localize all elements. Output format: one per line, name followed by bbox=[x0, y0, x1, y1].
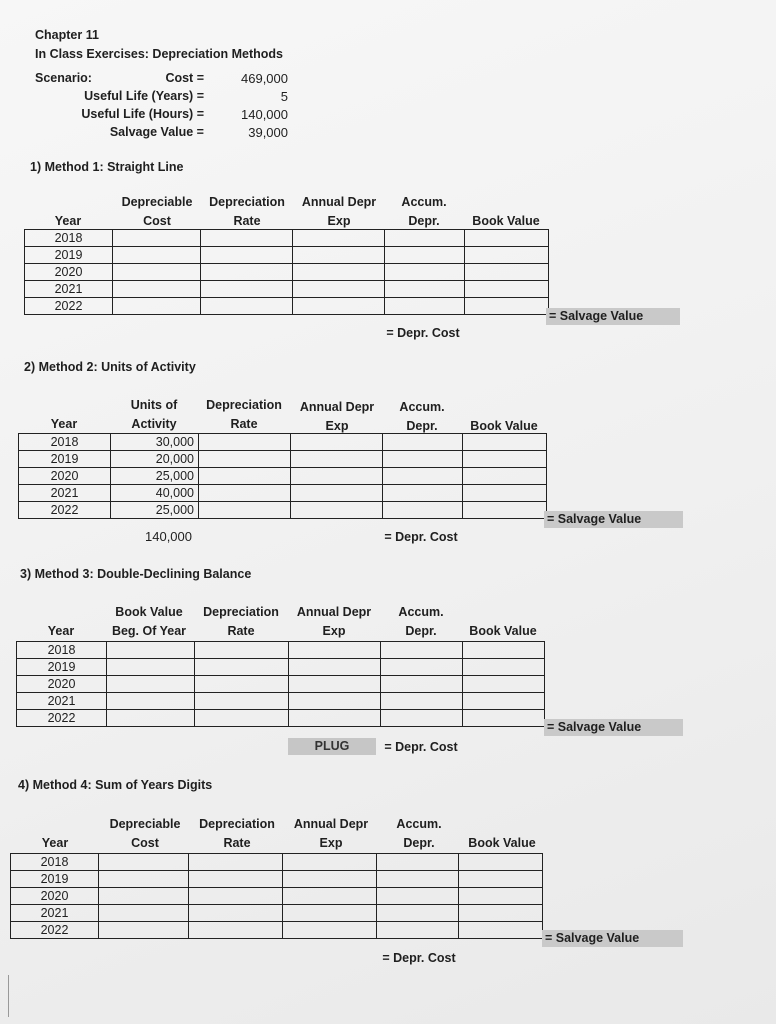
input-cell[interactable] bbox=[377, 922, 459, 939]
m2-col-book-value: Book Value bbox=[470, 419, 538, 433]
m1-col-depreciation-rate bbox=[200, 193, 294, 231]
m4-col-annual-depr-exp bbox=[284, 815, 378, 853]
input-cell[interactable] bbox=[293, 281, 385, 298]
input-cell[interactable] bbox=[283, 888, 377, 905]
year-cell: 2021 bbox=[17, 693, 107, 710]
activity-cell: 30,000 bbox=[111, 434, 199, 451]
input-cell[interactable] bbox=[199, 434, 291, 451]
m4-col-depreciation-rate bbox=[190, 815, 284, 853]
useful-life-years-label: Useful Life (Years) = bbox=[84, 89, 204, 103]
input-cell[interactable] bbox=[199, 451, 291, 468]
year-cell: 2021 bbox=[11, 905, 99, 922]
input-cell[interactable] bbox=[377, 905, 459, 922]
table-row bbox=[11, 905, 543, 922]
year-cell: 2022 bbox=[11, 922, 99, 939]
input-cell[interactable] bbox=[463, 676, 545, 693]
m1-salvage-value-note: = Salvage Value bbox=[546, 308, 680, 325]
input-cell[interactable] bbox=[385, 264, 465, 281]
method-1-title: 1) Method 1: Straight Line bbox=[30, 160, 184, 174]
header-line: Beg. Of Year bbox=[111, 624, 187, 638]
m1-depr-cost-note: = Depr. Cost bbox=[386, 326, 460, 340]
input-cell[interactable] bbox=[293, 247, 385, 264]
input-cell[interactable] bbox=[463, 468, 547, 485]
input-cell[interactable] bbox=[465, 281, 549, 298]
header-line: Depreciation bbox=[206, 398, 282, 412]
table-row bbox=[17, 676, 545, 693]
input-cell[interactable] bbox=[195, 676, 289, 693]
header-line: Annual Depr bbox=[293, 817, 369, 831]
header-line: Rate bbox=[233, 214, 261, 228]
input-cell[interactable] bbox=[459, 888, 543, 905]
plug-cell: PLUG bbox=[288, 738, 376, 755]
input-cell[interactable] bbox=[201, 264, 293, 281]
header-line: Depr. bbox=[406, 419, 438, 433]
method-2-title: 2) Method 2: Units of Activity bbox=[24, 360, 196, 374]
header-line: Depreciable bbox=[121, 195, 193, 209]
m4-salvage-value-note: = Salvage Value bbox=[542, 930, 683, 947]
table-row bbox=[17, 659, 545, 676]
input-cell[interactable] bbox=[107, 710, 195, 727]
input-cell[interactable] bbox=[107, 642, 195, 659]
useful-life-hours-label: Useful Life (Hours) = bbox=[81, 107, 204, 121]
year-cell: 2019 bbox=[19, 451, 111, 468]
header-line: Annual Depr bbox=[301, 195, 377, 209]
m3-col-book-value-beg bbox=[104, 603, 194, 641]
m2-col-depreciation-rate bbox=[198, 396, 290, 434]
input-cell[interactable] bbox=[107, 693, 195, 710]
year-cell: 2021 bbox=[19, 485, 111, 502]
header-line: Depr. bbox=[403, 836, 435, 850]
table-row bbox=[25, 298, 549, 315]
year-cell: 2022 bbox=[17, 710, 107, 727]
input-cell[interactable] bbox=[463, 434, 547, 451]
m3-col-book-value: Book Value bbox=[469, 624, 537, 638]
input-cell[interactable] bbox=[465, 230, 549, 247]
input-cell[interactable] bbox=[283, 871, 377, 888]
year-cell: 2021 bbox=[25, 281, 113, 298]
input-cell[interactable] bbox=[113, 281, 201, 298]
table-row bbox=[17, 642, 545, 659]
m3-depr-cost-note: = Depr. Cost bbox=[384, 740, 458, 754]
input-cell[interactable] bbox=[107, 659, 195, 676]
m3-salvage-value-note: = Salvage Value bbox=[544, 719, 683, 736]
input-cell[interactable] bbox=[381, 659, 463, 676]
input-cell[interactable] bbox=[463, 502, 547, 519]
method-4-title: 4) Method 4: Sum of Years Digits bbox=[18, 778, 213, 792]
year-cell: 2018 bbox=[19, 434, 111, 451]
chapter-title: Chapter 11 bbox=[35, 28, 99, 42]
header-line: Rate bbox=[227, 624, 255, 638]
cost-label: Cost = bbox=[165, 71, 204, 85]
activity-cell: 25,000 bbox=[111, 468, 199, 485]
header-line: Depreciation bbox=[203, 605, 279, 619]
year-cell: 2020 bbox=[19, 468, 111, 485]
input-cell[interactable] bbox=[195, 693, 289, 710]
input-cell[interactable] bbox=[199, 468, 291, 485]
table-row bbox=[19, 485, 547, 502]
table-row bbox=[19, 434, 547, 451]
year-cell: 2019 bbox=[11, 871, 99, 888]
m4-col-year: Year bbox=[41, 836, 69, 850]
salvage-value-label: Salvage Value = bbox=[109, 125, 204, 139]
input-cell[interactable] bbox=[463, 710, 545, 727]
input-cell[interactable] bbox=[385, 247, 465, 264]
m3-col-depreciation-rate bbox=[194, 603, 288, 641]
m3-col-year: Year bbox=[47, 624, 75, 638]
input-cell[interactable] bbox=[291, 434, 383, 451]
m3-col-accum-depr bbox=[378, 603, 464, 641]
header-line: Cost bbox=[131, 836, 159, 850]
table-row bbox=[17, 693, 545, 710]
table-row bbox=[11, 888, 543, 905]
m4-col-book-value: Book Value bbox=[468, 836, 536, 850]
input-cell[interactable] bbox=[189, 922, 283, 939]
useful-life-hours-value: 140,000 bbox=[241, 107, 288, 122]
page-edge-mark bbox=[8, 975, 37, 1017]
table-row bbox=[11, 854, 543, 871]
input-cell[interactable] bbox=[291, 502, 383, 519]
input-cell[interactable] bbox=[377, 854, 459, 871]
input-cell[interactable] bbox=[385, 281, 465, 298]
m2-col-year: Year bbox=[50, 417, 78, 431]
header-line: Accum. bbox=[399, 400, 445, 414]
header-line: Activity bbox=[131, 417, 177, 431]
year-cell: 2022 bbox=[19, 502, 111, 519]
activity-cell: 20,000 bbox=[111, 451, 199, 468]
header-line: Exp bbox=[325, 419, 349, 433]
input-cell[interactable] bbox=[291, 468, 383, 485]
input-cell[interactable] bbox=[289, 676, 381, 693]
input-cell[interactable] bbox=[381, 693, 463, 710]
input-cell[interactable] bbox=[289, 710, 381, 727]
input-cell[interactable] bbox=[377, 871, 459, 888]
input-cell[interactable] bbox=[381, 642, 463, 659]
year-cell: 2020 bbox=[25, 264, 113, 281]
input-cell[interactable] bbox=[113, 247, 201, 264]
year-cell: 2018 bbox=[11, 854, 99, 871]
input-cell[interactable] bbox=[189, 905, 283, 922]
m4-col-accum-depr bbox=[376, 815, 462, 853]
m2-col-accum-depr bbox=[380, 398, 464, 436]
input-cell[interactable] bbox=[463, 451, 547, 468]
input-cell[interactable] bbox=[385, 230, 465, 247]
input-cell[interactable] bbox=[465, 298, 549, 315]
input-cell[interactable] bbox=[465, 247, 549, 264]
table-row bbox=[25, 230, 549, 247]
activity-cell: 25,000 bbox=[111, 502, 199, 519]
header-line: Exp bbox=[319, 836, 343, 850]
input-cell[interactable] bbox=[189, 854, 283, 871]
input-cell[interactable] bbox=[293, 230, 385, 247]
input-cell[interactable] bbox=[201, 230, 293, 247]
sum-of-years-table bbox=[10, 853, 543, 939]
input-cell[interactable] bbox=[377, 888, 459, 905]
input-cell[interactable] bbox=[383, 502, 463, 519]
m2-col-annual-depr-exp bbox=[290, 398, 384, 436]
input-cell[interactable] bbox=[293, 298, 385, 315]
input-cell[interactable] bbox=[201, 298, 293, 315]
input-cell[interactable] bbox=[381, 710, 463, 727]
input-cell[interactable] bbox=[283, 905, 377, 922]
salvage-value-value: 39,000 bbox=[248, 125, 288, 140]
header-line: Depr. bbox=[405, 624, 437, 638]
input-cell[interactable] bbox=[291, 451, 383, 468]
input-cell[interactable] bbox=[107, 676, 195, 693]
input-cell[interactable] bbox=[99, 888, 189, 905]
input-cell[interactable] bbox=[385, 298, 465, 315]
input-cell[interactable] bbox=[465, 264, 549, 281]
m1-col-year: Year bbox=[54, 214, 82, 228]
activity-total: 140,000 bbox=[145, 529, 192, 544]
cost-value: 469,000 bbox=[241, 71, 288, 86]
input-cell[interactable] bbox=[459, 854, 543, 871]
exercise-subtitle: In Class Exercises: Depreciation Methods bbox=[35, 47, 284, 61]
input-cell[interactable] bbox=[383, 451, 463, 468]
header-line: Rate bbox=[223, 836, 251, 850]
year-cell: 2018 bbox=[17, 642, 107, 659]
m1-col-depreciable-cost bbox=[112, 193, 202, 231]
useful-life-years-value: 5 bbox=[280, 89, 288, 104]
header-line: Annual Depr bbox=[296, 605, 372, 619]
table-row bbox=[25, 247, 549, 264]
input-cell[interactable] bbox=[459, 922, 543, 939]
year-cell: 2018 bbox=[25, 230, 113, 247]
input-cell[interactable] bbox=[99, 871, 189, 888]
units-of-activity-table bbox=[18, 433, 547, 519]
input-cell[interactable] bbox=[463, 693, 545, 710]
table-row bbox=[11, 922, 543, 939]
input-cell[interactable] bbox=[383, 485, 463, 502]
input-cell[interactable] bbox=[113, 230, 201, 247]
input-cell[interactable] bbox=[459, 871, 543, 888]
table-row bbox=[17, 710, 545, 727]
input-cell[interactable] bbox=[463, 485, 547, 502]
input-cell[interactable] bbox=[283, 854, 377, 871]
table-row bbox=[11, 871, 543, 888]
input-cell[interactable] bbox=[195, 642, 289, 659]
input-cell[interactable] bbox=[99, 854, 189, 871]
activity-cell: 40,000 bbox=[111, 485, 199, 502]
straight-line-table bbox=[24, 229, 549, 315]
m2-col-units-of-activity bbox=[108, 396, 200, 434]
input-cell[interactable] bbox=[201, 247, 293, 264]
method-3-title: 3) Method 3: Double-Declining Balance bbox=[20, 567, 252, 581]
input-cell[interactable] bbox=[99, 922, 189, 939]
input-cell[interactable] bbox=[113, 298, 201, 315]
input-cell[interactable] bbox=[383, 468, 463, 485]
year-cell: 2019 bbox=[25, 247, 113, 264]
input-cell[interactable] bbox=[463, 642, 545, 659]
input-cell[interactable] bbox=[459, 905, 543, 922]
header-line: Depreciable bbox=[109, 817, 181, 831]
m2-depr-cost-note: = Depr. Cost bbox=[384, 530, 458, 544]
header-line: Depreciation bbox=[199, 817, 275, 831]
input-cell[interactable] bbox=[99, 905, 189, 922]
input-cell[interactable] bbox=[199, 502, 291, 519]
header-line: Accum. bbox=[398, 605, 444, 619]
table-row bbox=[25, 281, 549, 298]
input-cell[interactable] bbox=[289, 659, 381, 676]
m1-col-book-value: Book Value bbox=[472, 214, 540, 228]
m1-col-accum-depr bbox=[382, 193, 466, 231]
header-line: Cost bbox=[143, 214, 171, 228]
input-cell[interactable] bbox=[201, 281, 293, 298]
header-line: Depreciation bbox=[209, 195, 285, 209]
input-cell[interactable] bbox=[199, 485, 291, 502]
table-row bbox=[19, 468, 547, 485]
m1-col-annual-depr-exp bbox=[292, 193, 386, 231]
input-cell[interactable] bbox=[195, 710, 289, 727]
input-cell[interactable] bbox=[189, 871, 283, 888]
input-cell[interactable] bbox=[113, 264, 201, 281]
year-cell: 2022 bbox=[25, 298, 113, 315]
input-cell[interactable] bbox=[293, 264, 385, 281]
year-cell: 2019 bbox=[17, 659, 107, 676]
input-cell[interactable] bbox=[289, 693, 381, 710]
input-cell[interactable] bbox=[289, 642, 381, 659]
input-cell[interactable] bbox=[381, 676, 463, 693]
header-line: Units of bbox=[130, 398, 178, 412]
input-cell[interactable] bbox=[383, 434, 463, 451]
input-cell[interactable] bbox=[291, 485, 383, 502]
year-cell: 2020 bbox=[17, 676, 107, 693]
double-declining-table bbox=[16, 641, 545, 727]
table-row bbox=[25, 264, 549, 281]
m4-col-depreciable-cost bbox=[100, 815, 190, 853]
table-row bbox=[19, 451, 547, 468]
header-line: Exp bbox=[322, 624, 346, 638]
input-cell[interactable] bbox=[195, 659, 289, 676]
header-line: Book Value bbox=[115, 605, 183, 619]
header-line: Rate bbox=[230, 417, 258, 431]
table-row bbox=[19, 502, 547, 519]
year-cell: 2020 bbox=[11, 888, 99, 905]
input-cell[interactable] bbox=[463, 659, 545, 676]
input-cell[interactable] bbox=[283, 922, 377, 939]
scenario-label: Scenario: bbox=[35, 71, 92, 85]
input-cell[interactable] bbox=[189, 888, 283, 905]
m4-depr-cost-note: = Depr. Cost bbox=[382, 951, 456, 965]
m2-salvage-value-note: = Salvage Value bbox=[544, 511, 683, 528]
header-line: Depr. bbox=[408, 214, 440, 228]
header-line: Accum. bbox=[401, 195, 447, 209]
m3-col-annual-depr-exp bbox=[288, 603, 380, 641]
header-line: Exp bbox=[327, 214, 351, 228]
header-line: Annual Depr bbox=[299, 400, 375, 414]
header-line: Accum. bbox=[396, 817, 442, 831]
